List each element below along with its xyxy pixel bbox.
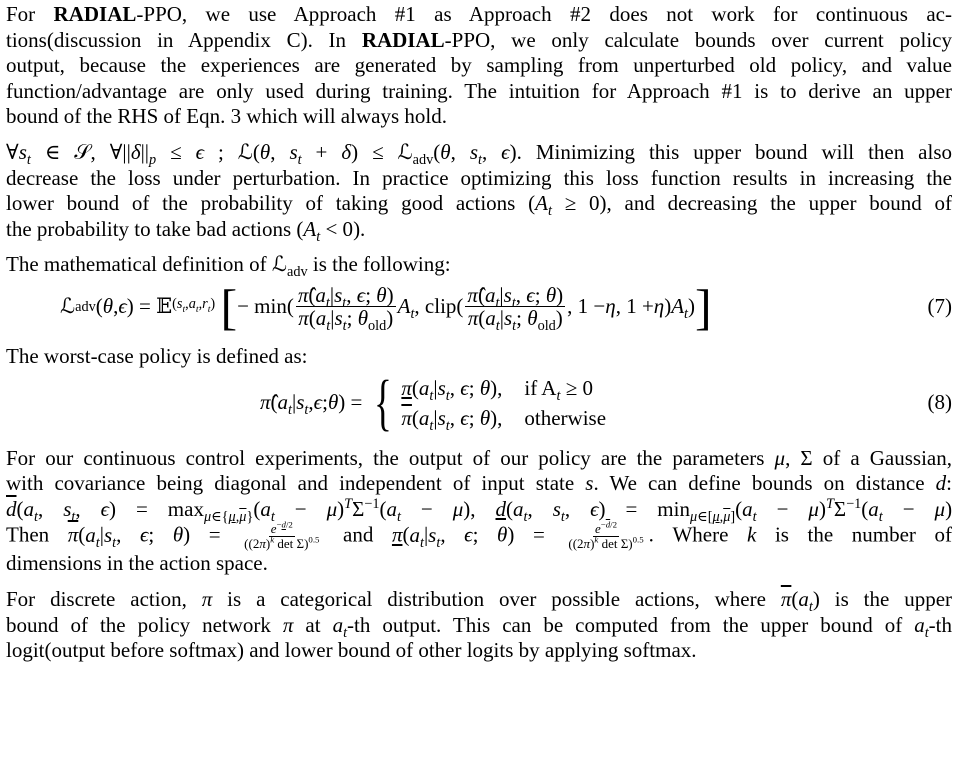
- paragraph-worst-case: [6, 344, 952, 370]
- paper-page: [6, 2, 952, 664]
- paragraph-continuous-control: [6, 446, 952, 577]
- equation-8-body: π̂ ( $a_t$ | $s_t$ , ϵ ; θ ) = { $\pi(a_t|s_t$, ϵ; θ), if $A_t \ge 0$ $\overline{\pi}(a_t|s_t$, ϵ; θ), otherwise: [260, 368, 607, 437]
- paragraph-definition: [6, 252, 952, 281]
- equation-7-body: ℒ adv ( θ , ϵ ) = 𝔼 $(s_t,a_t,r_t)$ [ − min( $\frac{\pî(a_t|s_t, \epsilon; \theta)}{\pi(a_t|s_t; \theta_{old})}$ $A_t$ , clip( $\frac{\pî(a_t|s_t, \epsilon; \theta)}{\pi(a_t|s_t; \theta_{old})}$ , 1 − η , 1 + η ) $A_t$ ) ]: [60, 278, 712, 335]
- text-line: The mathematical definition of ℒ$_{adv}$ is the following:: [6, 252, 451, 281]
- text-line: lower bound of the probability of taking good actions $(A_t \ge 0)$, and decreasing the upper bound of: [6, 191, 952, 220]
- text-line: tions(discussion in Appendix C). In RADIAL-PPO, we only calculate bounds over current policy: [6, 27, 952, 52]
- text-line: function/advantage are only used during training. The intuition for Approach #1 is to derive an upper: [6, 78, 952, 103]
- text-line: Then $\overline{\pi}(a_t|s_t$, ϵ; θ) = $\frac{e^{-d/2}}{((2\pi)^k \det \Sigma)^{0.5}}$ and $\pi(a_t|s_t$, ϵ; θ) = $\frac{e^{-\overline{d}/2}}{((2\pi)^k \det \Sigma)^{0.5}}$ . Where k is the number of: [6, 519, 952, 552]
- text-line: $\forall s_t$ ∈ 𝒮, $\forall||\delta||_p \le \epsilon$ ; ℒ(θ, $s_t + \delta$) ≤ ℒ$_{adv}$(θ, $s_t$, ϵ). Minimizing this upper bound will then also: [6, 139, 953, 169]
- text-line: logit(output before softmax) and lower bound of other logits by applying softmax.: [6, 638, 697, 663]
- text-line: The worst-case policy is defined as:: [6, 343, 308, 368]
- text-line: bound of the policy network π at $a_t-th$ output. This can be computed from the upper bound of $a_t-th$: [6, 612, 952, 641]
- text-line: dimensions in the action space.: [6, 551, 268, 576]
- equation-8-number: (8): [927, 390, 952, 415]
- equation-7: [6, 278, 952, 336]
- text-line: the probability to take bad actions $(A_t < 0)$.: [6, 216, 366, 245]
- text-line: decrease the loss under perturbation. In practice optimizing this loss function results in increasing the: [6, 165, 952, 190]
- text-line: For discrete action, π is a categorical distribution over possible actions, where $\overline{\pi}(a_t)$ is the upper: [6, 586, 953, 616]
- text-line: bound of the RHS of Eqn. 3 which will always hold.: [6, 104, 447, 129]
- paragraph-discrete-action: [6, 587, 952, 664]
- paragraph-radial-ppo: [6, 2, 952, 130]
- text-line: For our continuous control experiments, the output of our policy are the parameters μ, Σ of a Gaussian,: [6, 445, 952, 470]
- text-line: with covariance being diagonal and independent of input state s. We can define bounds on distance d:: [6, 471, 952, 496]
- paragraph-upper-bound: [6, 139, 953, 245]
- text-line: output, because the experiences are generated by sampling from unperturbed old policy, and value: [6, 53, 952, 78]
- math-inline: $\forall s_t$ ∈ 𝒮, $\forall||\delta||_p \le \epsilon$ ; ℒ(θ, $s_t + \delta$) ≤ ℒ$_{adv}$(θ, $s_t$, ϵ).: [6, 139, 522, 169]
- equation-7-number: (7): [927, 294, 952, 319]
- text-line: $\overline{d}(a_t$, $s_t$, $\epsilon) = \max_{\mu\in\{\mu,\overline{\mu}\}}(a_t - \mu)^T\Sigma^{-1}(a_t - \mu)$, $d(a_t$, $s_t$, $\epsilon) = \min_{\mu\in[\mu,\overline{\mu}]}(a_t - \mu)^T\Sigma^{-1}(a_t - \mu)$: [6, 495, 953, 525]
- equation-8: [6, 370, 952, 436]
- text-line: For RADIAL-PPO, we use Approach #1 as Approach #2 does not work for continuous ac-: [6, 2, 952, 26]
